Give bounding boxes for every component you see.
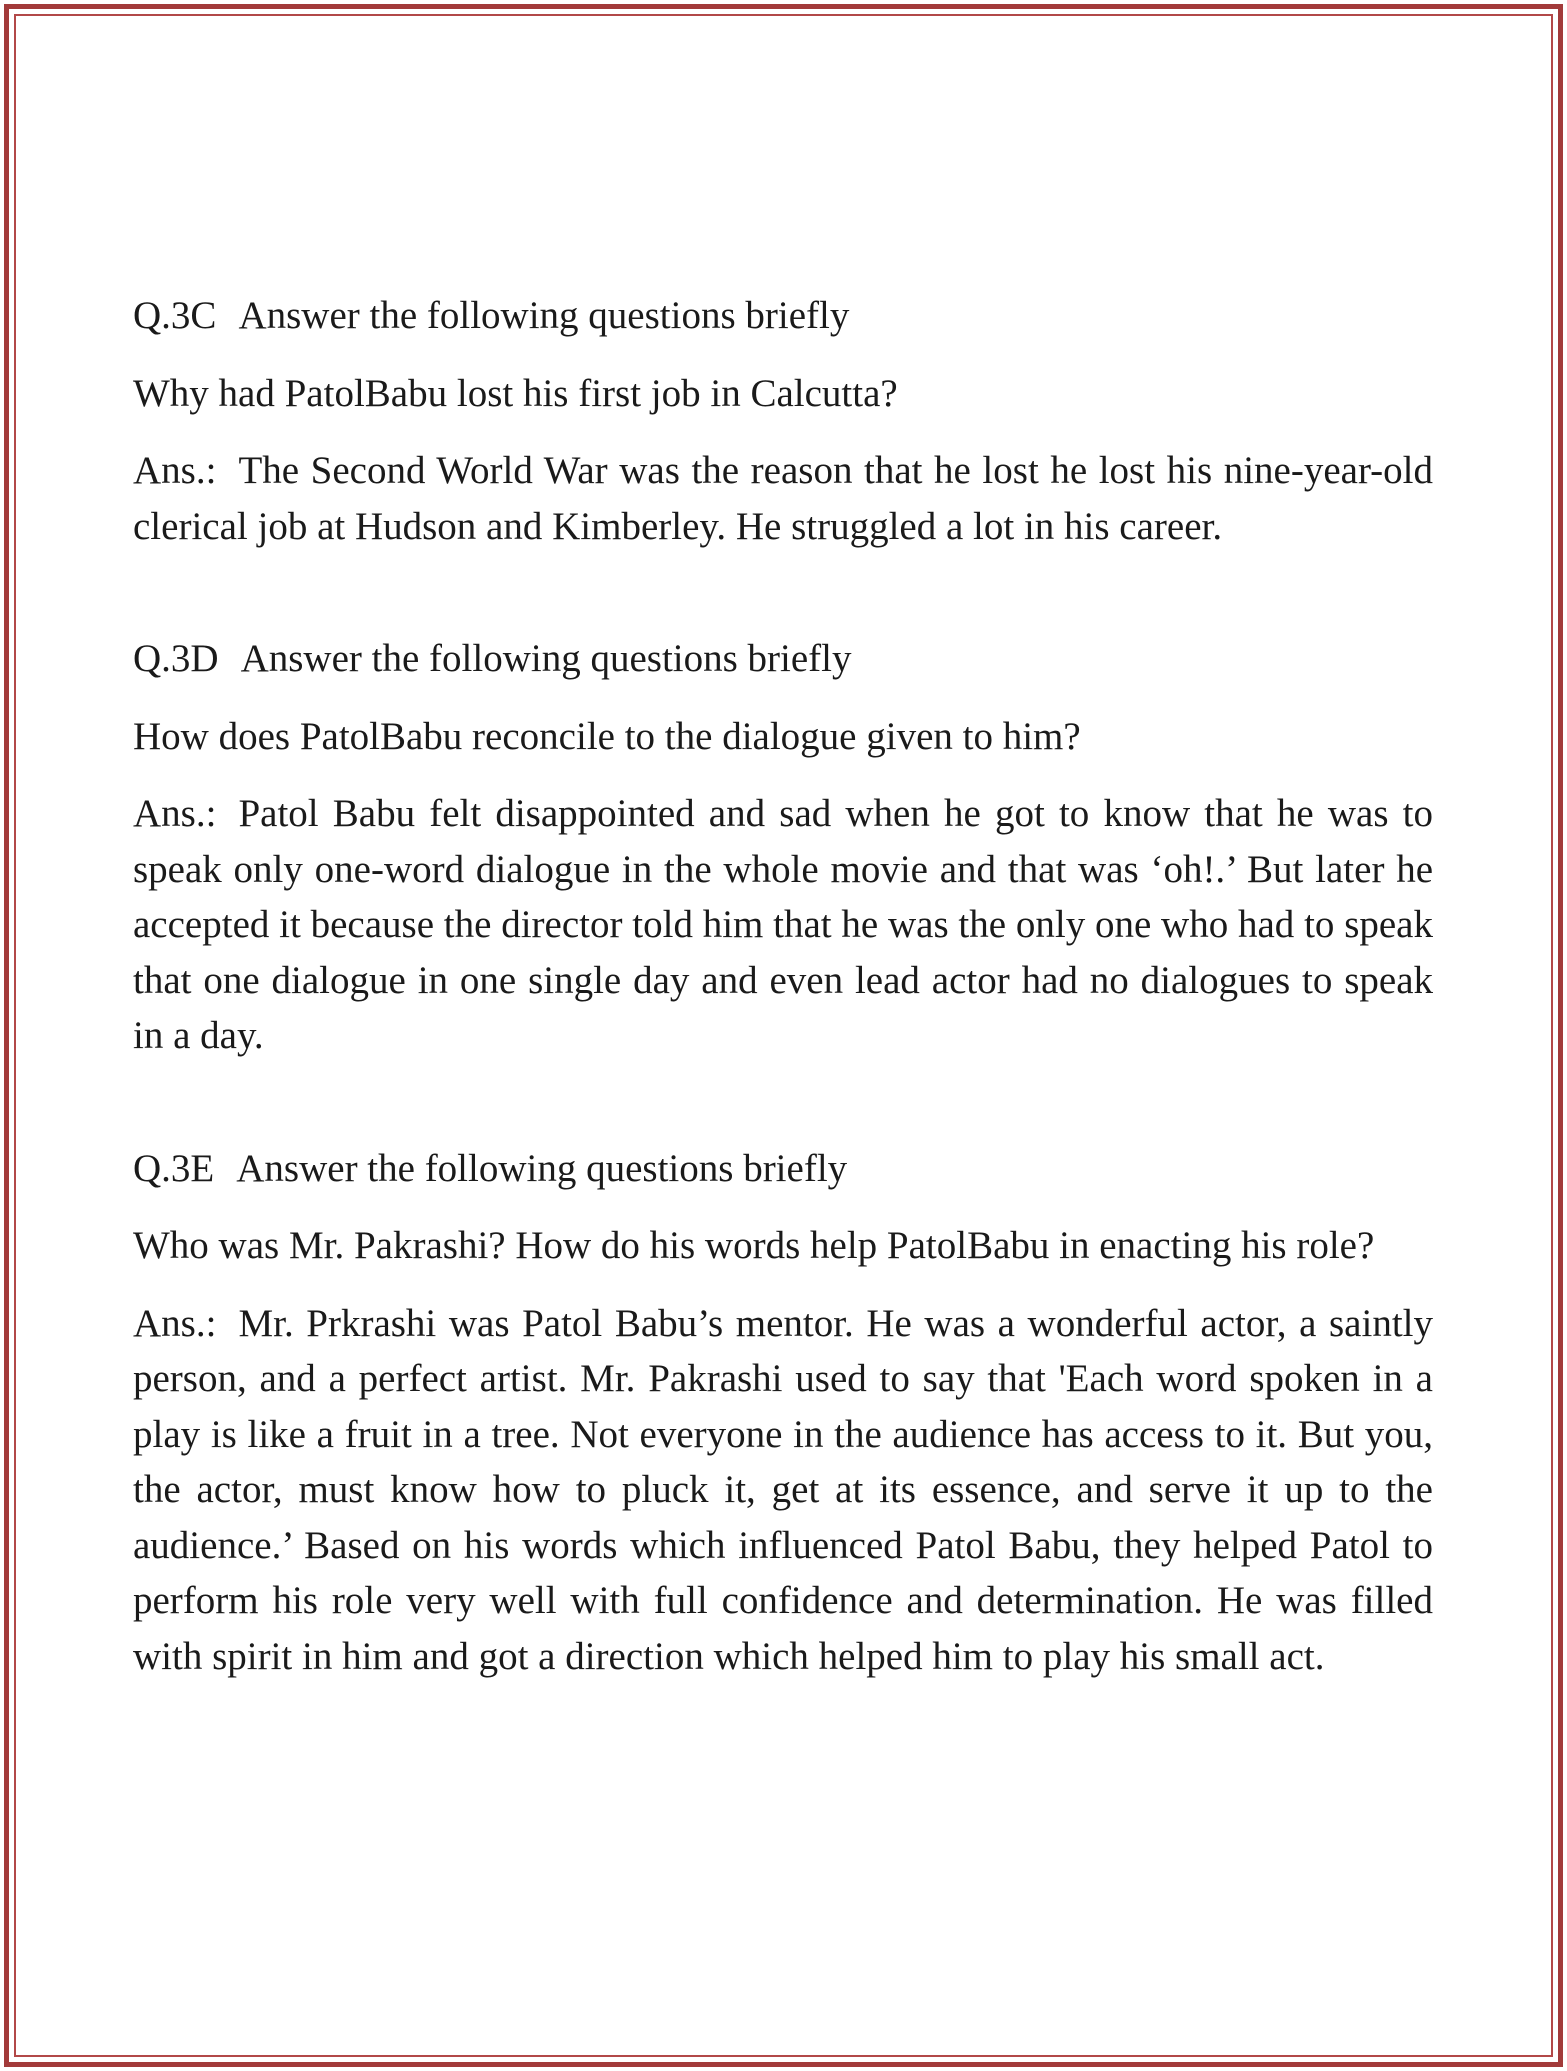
question-heading bbox=[133, 1141, 1433, 1197]
question-instruction: Answer the following questions briefly bbox=[236, 1146, 848, 1190]
question-heading bbox=[133, 288, 1433, 344]
question-code: Q.3D bbox=[133, 637, 219, 680]
answer-label: Ans.: bbox=[133, 449, 217, 492]
question-text: How does PatolBabu reconcile to the dialogue given to him? bbox=[133, 714, 1081, 758]
question-heading bbox=[133, 631, 1433, 687]
answer-text: Mr. Prkrashi was Patol Babu’s mentor. He was a wonderful actor, a saintly person, and a perfect artist. Mr. Pakrashi used to say that 'Each word spoken in a play is like a fruit in a tree. Not everyone in the audience has access to it. But you, the actor, must know how to pluck it, get at its essence, and serve it up to the audience.’ Based on his words which influenced Patol Babu, they helped Patol to perform his role very well with full confidence and determination. He was filled with spirit in him and got a direction which helped him to play his small act. bbox=[133, 1301, 1433, 1678]
question-code: Q.3C bbox=[133, 294, 217, 337]
answer-paragraph bbox=[133, 1296, 1433, 1685]
question-block-3c bbox=[133, 288, 1433, 554]
question-instruction: Answer the following questions briefly bbox=[240, 637, 852, 680]
question-code: Q.3E bbox=[133, 1146, 215, 1190]
question-block-3d bbox=[133, 631, 1433, 1064]
question-text: Who was Mr. Pakrashi? How do his words help PatolBabu in enacting his role? bbox=[133, 1224, 1375, 1267]
answer-paragraph bbox=[133, 443, 1433, 554]
answer-text: Patol Babu felt disappointed and sad when he got to know that he was to speak only one-word dialogue in the whole movie and that was ‘oh!.’ But later he accepted it because the director told him that he was the only one who had to speak that one dialogue in one single day and even lead actor had no dialogues to speak in a day. bbox=[133, 792, 1433, 1057]
question-block-3e bbox=[133, 1141, 1433, 1685]
document-body bbox=[133, 288, 1433, 1761]
answer-paragraph bbox=[133, 786, 1433, 1064]
question-instruction: Answer the following questions briefly bbox=[238, 294, 850, 337]
answer-label: Ans.: bbox=[133, 1301, 217, 1345]
answer-text: The Second World War was the reason that he lost he lost his nine-year-old clerical job at Hudson and Kimberley. He struggled a lot in his career. bbox=[133, 449, 1433, 548]
question-text: Why had PatolBabu lost his first job in Calcutta? bbox=[133, 371, 898, 415]
answer-label: Ans.: bbox=[133, 792, 217, 835]
